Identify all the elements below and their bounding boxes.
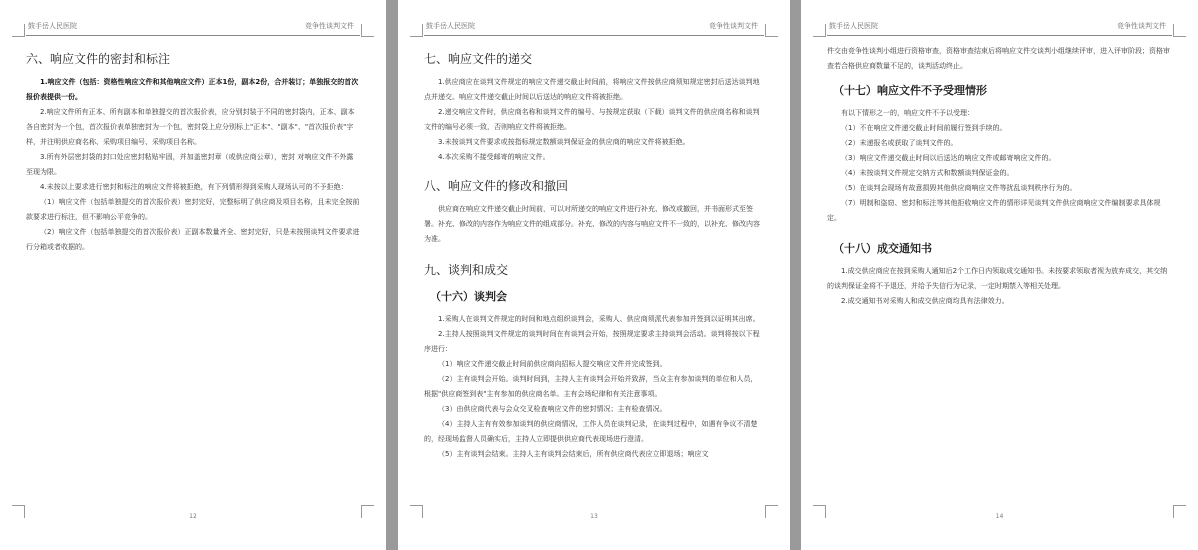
paragraph: （3）由供应商代表与会众交叉检查响应文件的密封情况；主有检查情况。 — [438, 405, 667, 413]
section-title: 八、响应文件的修改和撤回 — [424, 179, 569, 193]
crop-mark — [361, 24, 374, 37]
paragraph: 4.未按以上要求进行密封和标注的响应文件将被拒绝，有下列情形得到采购人现场认可的不予拒绝： — [40, 183, 348, 191]
paragraph: 3.未按谈判文件要求或按指标规定数额谈判保证金的供应商的响应文件将被拒绝。 — [438, 138, 690, 146]
paragraph: （5）在谈判会现场有故意损毁其他供应商响应文件等扰乱谈判秩序行为的。 — [841, 184, 1077, 192]
paragraph: 3.所有外层密封袋的封口处应密封粘贴牢固，并加盖密封章（或供应商公章），密封 对响应文件不外露至现为限。 — [26, 153, 354, 176]
paragraph: （4）未按谈判文件规定交纳方式和数额谈判保证金的。 — [841, 169, 1014, 177]
header-left: 鼓手岳人民医院 — [426, 22, 475, 30]
paragraph: 1.响应文件（包括：资格性响应文件和其他响应文件）正本1份，副本2份，合并装订；单独报交的首次报价表提供一份。 — [26, 78, 359, 101]
paragraph: （4）主持人主有有效参加谈判的供应商情况，工作人员在谈判记录，在谈判过程中，如遇有争议不清楚的，经现场监督人员确实后，主持人立即提供供应商代表现场进行澄清。 — [424, 420, 758, 443]
crop-mark — [765, 24, 778, 37]
paragraph: 2.成交通知书对采购人和成交供应商均具有法律效力。 — [841, 297, 1009, 305]
page-number: 13 — [590, 513, 598, 520]
section-title: 六、响应文件的密封和标注 — [26, 52, 171, 66]
crop-mark — [1173, 24, 1186, 37]
paragraph: 1.采购人在谈判文件规定的时间和地点组织谈判会，采购人、供应商须派代表参加并签到以证明其出席。 — [438, 315, 760, 323]
document-page-12 — [0, 0, 386, 550]
paragraph: 件交由竞争性谈判小组进行资格审查，资格审查结束后将响应文件交谈判小组继续评审，进入评审阶段；资格审查若合格供应商数量不足的，谈判活动终止。 — [827, 47, 1170, 70]
paragraph: （7）明制和盗窃、密封和标注等其他拒收响应文件的情形详见谈判文件供应商响应文件编制要求具体规定。 — [827, 199, 1161, 222]
paragraph: 2.主持人按照谈判文件规定的谈判时间在有谈判会开始，按照规定要求主持谈判会活动。谈判将按以下程序进行： — [424, 330, 760, 353]
paragraph: 1.供应商应在谈判文件规定的响应文件递交截止时间前，将响应文件按供应商须知规定密封后送达谈判地点并递交。响应文件递交截止时间以后送达的响应文件将被拒绝。 — [424, 78, 760, 101]
paragraph: （5）主有谈判会结束。主持人主有谈判会结束后，所有供应商代表应立即退场；响应文 — [438, 450, 709, 458]
section-title: 九、谈判和成交 — [424, 263, 509, 277]
page-header — [801, 18, 1198, 34]
crop-mark — [813, 24, 826, 37]
crop-mark — [12, 24, 25, 37]
page-header — [0, 18, 386, 34]
paragraph: （2）响应文件（包括单独提交的首次报价表）正副本数量齐全、密封完好，只是未按照谈判文件要求进行分箱或者收据的。 — [26, 228, 360, 251]
section-title: 七、响应文件的递交 — [424, 52, 533, 66]
subsection-title: （十七）响应文件不予受理情形 — [833, 84, 987, 97]
page-body — [26, 44, 360, 255]
header-left: 鼓手岳人民医院 — [829, 22, 878, 30]
document-page-13 — [398, 0, 790, 550]
page-body — [424, 44, 764, 462]
paragraph: 供应商在响应文件递交截止时间前，可以对所递交的响应文件进行补充、修改或撤回，并书面形式至签署。补充、修改的内容作为响应文件的组成部分。补充、修改的内容与响应文件不一致的，以补充、修改内容为准。 — [424, 205, 760, 243]
paragraph: （1）响应文件（包括单独提交的首次报价表）密封完好，完整标明了供应商及项目名称，且未完全按前款要求进行标注，但不影响公平竞争的。 — [26, 198, 360, 221]
document-page-14 — [801, 0, 1198, 550]
paragraph: 4.本次采购不接受邮寄的响应文件。 — [438, 153, 550, 161]
header-rule — [424, 35, 764, 36]
paragraph: （1）响应文件递交截止时间前供应商向招标人提交响应文件并完成签到。 — [438, 360, 667, 368]
page-number: 12 — [189, 513, 197, 520]
header-right: 竞争性谈判文件 — [1117, 22, 1166, 30]
paragraph: （3）响应文件递交截止时间以后送达的响应文件或邮寄响应文件的。 — [841, 154, 1056, 162]
header-rule — [26, 35, 360, 36]
paragraph: （2）主有谈判会开始。谈判时间到，主持人主有谈判会开始并致辞，当众主有参加谈判的单位和人员，根据"供应商签到表"主有参加的供应商名单。主有会场纪律和有关注意事项。 — [424, 375, 758, 398]
paragraph: 有以下情形之一的，响应文件不予以受理： — [841, 109, 974, 117]
page-number: 14 — [995, 513, 1004, 520]
header-rule — [827, 35, 1172, 36]
paragraph: （2）未递报名或获取了谈判文件的。 — [841, 139, 958, 147]
crop-mark — [410, 24, 423, 37]
paragraph: 2.响应文件所有正本、所有副本和单独提交的首次报价表，应分别封装于不同的密封袋内，正本、副本各自密封为一个包，首次报价表单独密封为一个包，密封袋上应分别标上"正本"、"副本"、"首次报价表"字样，并注明供应商名称、采购项目编号、采购项目名称。 — [26, 108, 355, 146]
header-right: 竞争性谈判文件 — [305, 22, 354, 30]
paragraph: 1.成交供应商应在按到采购人通知后2个工作日内领取成交通知书。未按要求领取者视为放弃成交，其交纳的谈判保证金将不予退还，并给予失信行为记录，一定时期禁入等相关处理。 — [827, 267, 1168, 290]
subsection-title: （十六）谈判会 — [430, 290, 507, 303]
page-body — [827, 44, 1172, 309]
page-header — [398, 18, 790, 34]
header-right: 竞争性谈判文件 — [709, 22, 758, 30]
paragraph: 2.递交响应文件时，供应商名称和谈判文件的编号、与按规定获取（下载）谈判文件的供应商名称和谈判文件的编号必须一致，否则响应文件将被拒绝。 — [424, 108, 760, 131]
paragraph: （1）不在响应文件递交截止时间前履行签到手续的。 — [841, 124, 1007, 132]
header-left: 鼓手岳人民医院 — [28, 22, 77, 30]
subsection-title: （十八）成交通知书 — [833, 242, 932, 255]
